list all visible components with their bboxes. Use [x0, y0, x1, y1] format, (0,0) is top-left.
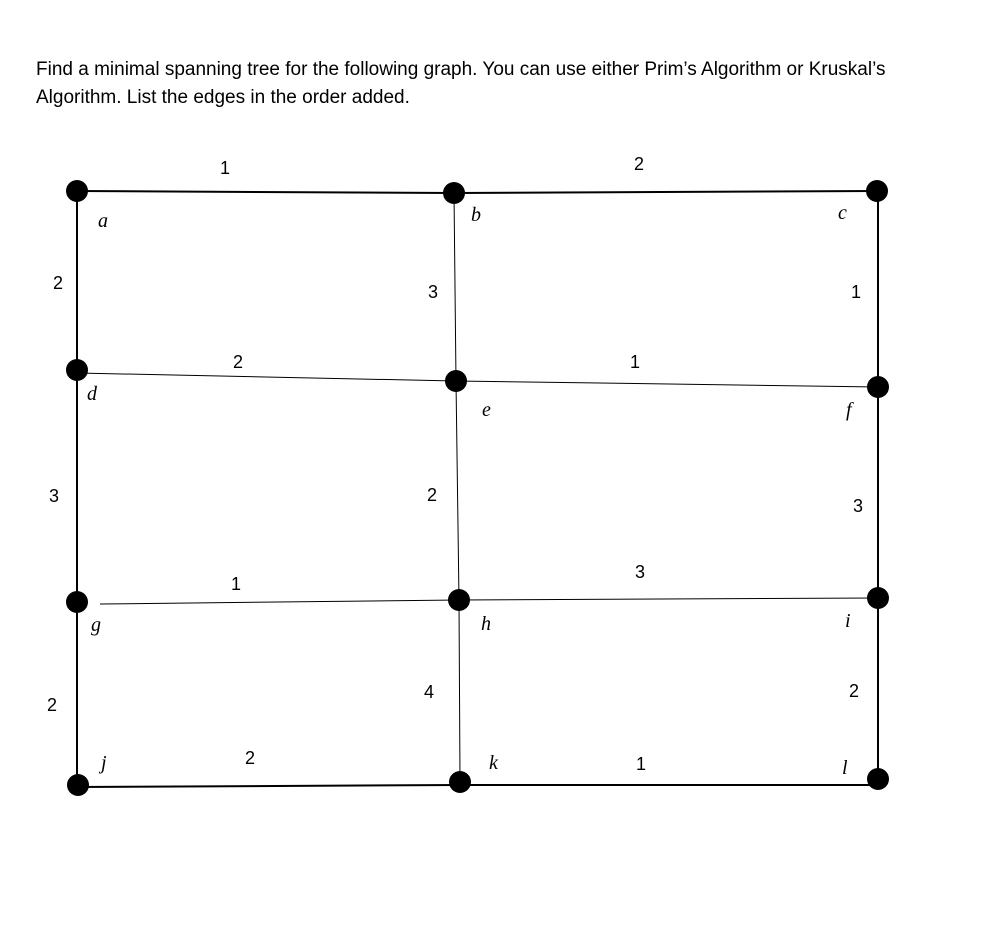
edge-d-e [77, 373, 456, 381]
edge-h-i [459, 598, 878, 600]
weight-h-k: 4 [424, 682, 435, 702]
vertex-label-f: f [846, 399, 852, 421]
vertex-label-a: a [98, 210, 108, 232]
weight-j-k: 2 [245, 748, 256, 768]
edge-e-h [456, 381, 459, 600]
edge-j-k [77, 785, 460, 787]
vertex-a [66, 180, 88, 202]
problem-statement-line-1: Find a minimal spanning tree for the following graph. You can use either Prim’s Algorithm or Kruskal’s [36, 59, 886, 80]
vertices [66, 180, 889, 796]
weight-g-h: 1 [231, 574, 242, 594]
weight-a-b: 1 [220, 158, 231, 178]
vertex-l [867, 768, 889, 790]
vertex-label-h: h [481, 613, 491, 635]
vertex-d [66, 359, 88, 381]
edge-b-c [454, 191, 877, 193]
weight-e-h: 2 [427, 485, 438, 505]
weight-h-i: 3 [635, 562, 646, 582]
vertex-j [67, 774, 89, 796]
weight-b-e: 3 [428, 282, 439, 302]
vertex-b [443, 182, 465, 204]
vertex-label-b: b [471, 204, 481, 226]
weight-f-i: 3 [853, 496, 864, 516]
weight-d-g: 3 [49, 486, 60, 506]
vertex-label-k: k [489, 752, 498, 774]
vertex-label-e: e [482, 399, 491, 421]
weight-i-l: 2 [849, 681, 860, 701]
weight-k-l: 1 [636, 754, 647, 774]
vertex-h [448, 589, 470, 611]
vertex-g [66, 591, 88, 613]
problem-statement-line-2: Algorithm. List the edges in the order added. [36, 87, 410, 108]
vertex-f [867, 376, 889, 398]
vertex-label-c: c [838, 202, 847, 224]
edge-b-e [454, 193, 456, 381]
weight-g-j: 2 [47, 695, 58, 715]
edge-a-b [77, 191, 454, 193]
vertex-label-j: j [101, 752, 107, 774]
weight-b-c: 2 [634, 154, 645, 174]
vertex-label-d: d [87, 383, 97, 405]
weight-e-f: 1 [630, 352, 641, 372]
vertex-labels [87, 202, 854, 779]
vertex-c [866, 180, 888, 202]
vertex-e [445, 370, 467, 392]
vertex-label-l: l [842, 757, 848, 779]
vertex-k [449, 771, 471, 793]
edge-h-k [459, 600, 460, 782]
edge-e-f [456, 381, 878, 387]
vertex-label-g: g [91, 614, 101, 636]
edge-g-h [100, 600, 459, 604]
weight-c-f: 1 [851, 282, 862, 302]
vertex-i [867, 587, 889, 609]
weight-a-d: 2 [53, 273, 64, 293]
vertex-label-i: i [845, 610, 851, 632]
weight-d-e: 2 [233, 352, 244, 372]
edges [77, 191, 878, 787]
